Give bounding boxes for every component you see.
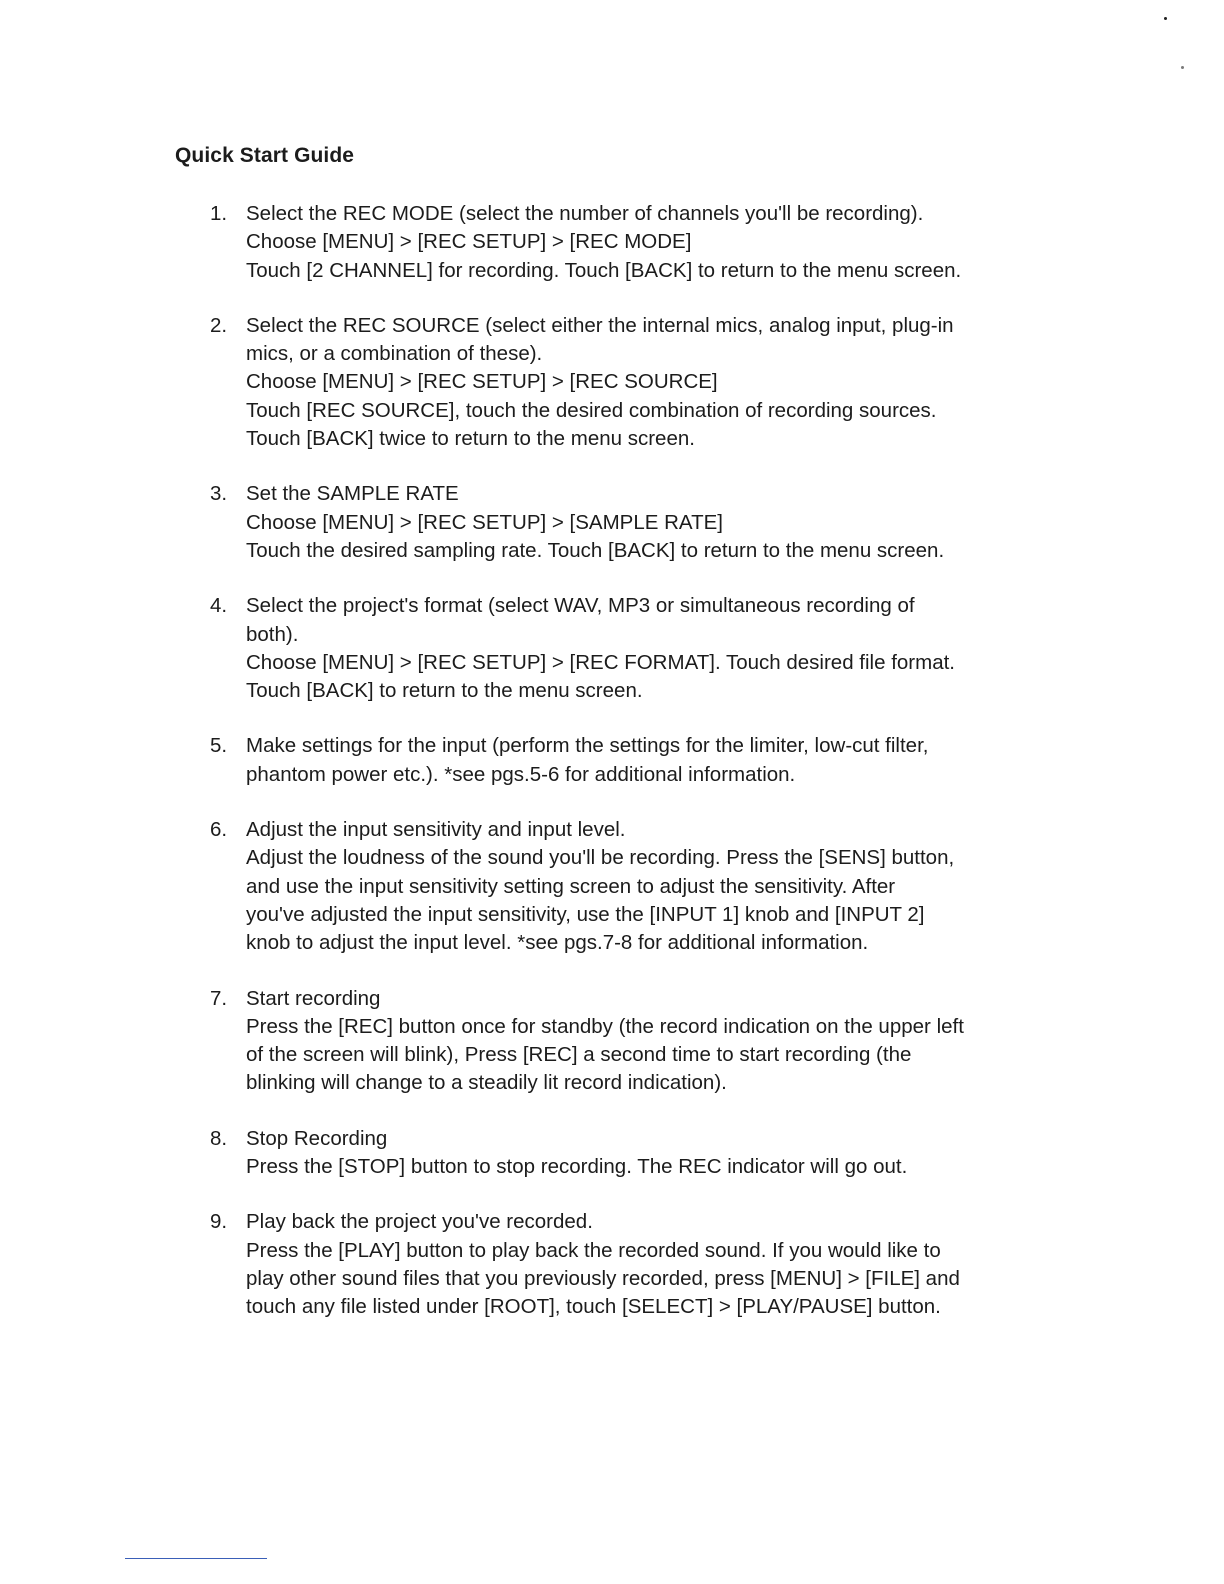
step-text	[246, 1125, 1036, 1182]
scan-speck	[1181, 66, 1184, 69]
step-item	[0, 816, 1036, 957]
step-line: Touch [BACK] to return to the menu screen.	[246, 679, 643, 703]
step-line: Touch [BACK] twice to return to the menu screen.	[246, 427, 695, 451]
step-line: Adjust the input sensitivity and input level.	[246, 818, 626, 842]
step-number: 3.	[210, 482, 228, 506]
step-line: Touch the desired sampling rate. Touch [BACK] to return to the menu screen.	[246, 538, 945, 562]
step-text	[246, 200, 1036, 285]
step-number: 9.	[210, 1210, 228, 1234]
step-item	[0, 312, 1036, 453]
step-line: Stop Recording	[246, 1126, 388, 1150]
step-text	[246, 732, 1036, 789]
step-line: Touch [2 CHANNEL] for recording. Touch [BACK] to return to the menu screen.	[246, 258, 962, 282]
step-line: Select the project's format (select WAV, MP3 or simultaneous recording of	[246, 594, 915, 618]
step-item	[0, 480, 1036, 565]
step-line: Press the [PLAY] button to play back the recorded sound. If you would like to	[246, 1238, 941, 1262]
step-line: Press the [STOP] button to stop recording. The REC indicator will go out.	[246, 1155, 908, 1179]
step-line: Start recording	[246, 986, 381, 1010]
step-line: play other sound files that you previously recorded, press [MENU] > [FILE] and	[246, 1266, 960, 1290]
step-line: Make settings for the input (perform the settings for the limiter, low-cut filter,	[246, 734, 929, 758]
step-text	[246, 480, 1036, 565]
footer-rule	[125, 1558, 267, 1559]
step-text	[246, 816, 1036, 957]
step-item	[0, 592, 1036, 705]
step-item	[0, 200, 1036, 285]
step-text	[246, 592, 1036, 705]
step-number: 7.	[210, 986, 228, 1010]
step-line: Play back the project you've recorded.	[246, 1210, 593, 1234]
step-line: blinking will change to a steadily lit record indication).	[246, 1071, 727, 1095]
step-line: mics, or a combination of these).	[246, 342, 543, 366]
step-text	[246, 312, 1036, 453]
step-line: Touch [REC SOURCE], touch the desired combination of recording sources.	[246, 398, 937, 422]
step-line: Select the REC SOURCE (select either the internal mics, analog input, plug-in	[246, 313, 954, 337]
step-line: both).	[246, 622, 299, 646]
step-line: Press the [REC] button once for standby (the record indication on the upper left	[246, 1014, 964, 1038]
step-line: Choose [MENU] > [REC SETUP] > [REC FORMAT]. Touch desired file format.	[246, 650, 955, 674]
step-number: 4.	[210, 594, 228, 618]
step-line: Select the REC MODE (select the number of channels you'll be recording).	[246, 202, 924, 225]
scan-speck	[1164, 17, 1167, 20]
step-number: 6.	[210, 818, 228, 842]
step-item	[0, 1208, 1036, 1321]
step-line: phantom power etc.). *see pgs.5-6 for additional information.	[246, 762, 796, 786]
step-item	[0, 1125, 1036, 1182]
step-line: you've adjusted the input sensitivity, use the [INPUT 1] knob and [INPUT 2]	[246, 902, 925, 926]
step-line: Set the SAMPLE RATE	[246, 482, 459, 506]
step-item	[0, 732, 1036, 789]
page-title: Quick Start Guide	[175, 144, 355, 167]
step-list	[0, 200, 1224, 1349]
step-number: 2.	[210, 313, 228, 337]
step-line: Choose [MENU] > [REC SETUP] > [REC MODE]	[246, 230, 692, 254]
step-number: 8.	[210, 1126, 228, 1150]
step-line: Adjust the loudness of the sound you'll be recording. Press the [SENS] button,	[246, 846, 955, 870]
step-line: Choose [MENU] > [REC SETUP] > [SAMPLE RATE]	[246, 510, 723, 534]
step-number: 1.	[210, 202, 228, 225]
step-line: knob to adjust the input level. *see pgs.7-8 for additional information.	[246, 931, 869, 955]
step-line: and use the input sensitivity setting screen to adjust the sensitivity. After	[246, 874, 896, 898]
step-item	[0, 985, 1036, 1098]
step-text	[246, 1208, 1036, 1321]
step-number: 5.	[210, 734, 228, 758]
step-text	[246, 985, 1036, 1098]
step-line: of the screen will blink), Press [REC] a second time to start recording (the	[246, 1043, 912, 1067]
step-line: touch any file listed under [ROOT], touch [SELECT] > [PLAY/PAUSE] button.	[246, 1295, 941, 1319]
step-line: Choose [MENU] > [REC SETUP] > [REC SOURCE]	[246, 370, 718, 394]
